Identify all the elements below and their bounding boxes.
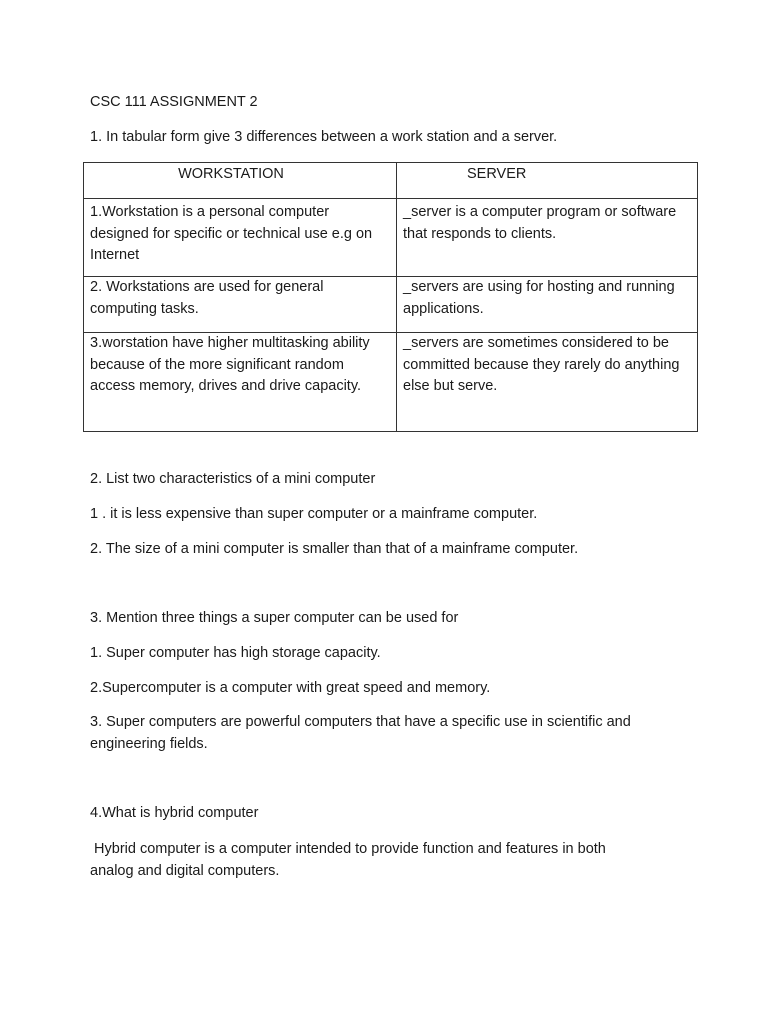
table-row: [84, 333, 698, 432]
table-cell-server: _servers are sometimes considered to be committed because they rarely do anything else but serve.: [397, 333, 698, 432]
question-3: 3. Mention three things a super computer can be used for: [90, 610, 459, 626]
differences-table: [83, 162, 698, 432]
answer-3-3: 3. Super computers are powerful computers that have a specific use in scientific and engineering fields.: [90, 714, 635, 752]
question-2: 2. List two characteristics of a mini computer: [90, 471, 376, 487]
table-header-row: [84, 163, 698, 199]
table-cell-workstation: 3.worstation have higher multitasking ability because of the more significant random access memory, drives and drive capacity.: [84, 333, 397, 432]
answer-2-2: 2. The size of a mini computer is smaller than that of a mainframe computer.: [90, 541, 579, 557]
answer-3-1: 1. Super computer has high storage capacity.: [90, 645, 381, 661]
table-row: [84, 199, 698, 277]
table-cell-workstation: 2. Workstations are used for general computing tasks.: [84, 277, 397, 333]
table-cell-server: _server is a computer program or software that responds to clients.: [397, 199, 698, 277]
question-1: 1. In tabular form give 3 differences between a work station and a server.: [90, 129, 558, 145]
table-cell-workstation: 1.Workstation is a personal computer designed for specific or technical use e.g on Internet: [84, 199, 397, 277]
header-server: SERVER: [397, 163, 698, 199]
answer-2-1: 1 . it is less expensive than super computer or a mainframe computer.: [90, 506, 538, 522]
table-cell-server: _servers are using for hosting and running applications.: [397, 277, 698, 333]
document-title: CSC 111 ASSIGNMENT 2: [90, 94, 258, 110]
answer-3-2: 2.Supercomputer is a computer with great speed and memory.: [90, 680, 491, 696]
answer-4: Hybrid computer is a computer intended to provide function and features in both analog and digital computers.: [90, 841, 610, 879]
table-row: [84, 277, 698, 333]
header-workstation: WORKSTATION: [84, 163, 397, 199]
question-4: 4.What is hybrid computer: [90, 805, 259, 821]
